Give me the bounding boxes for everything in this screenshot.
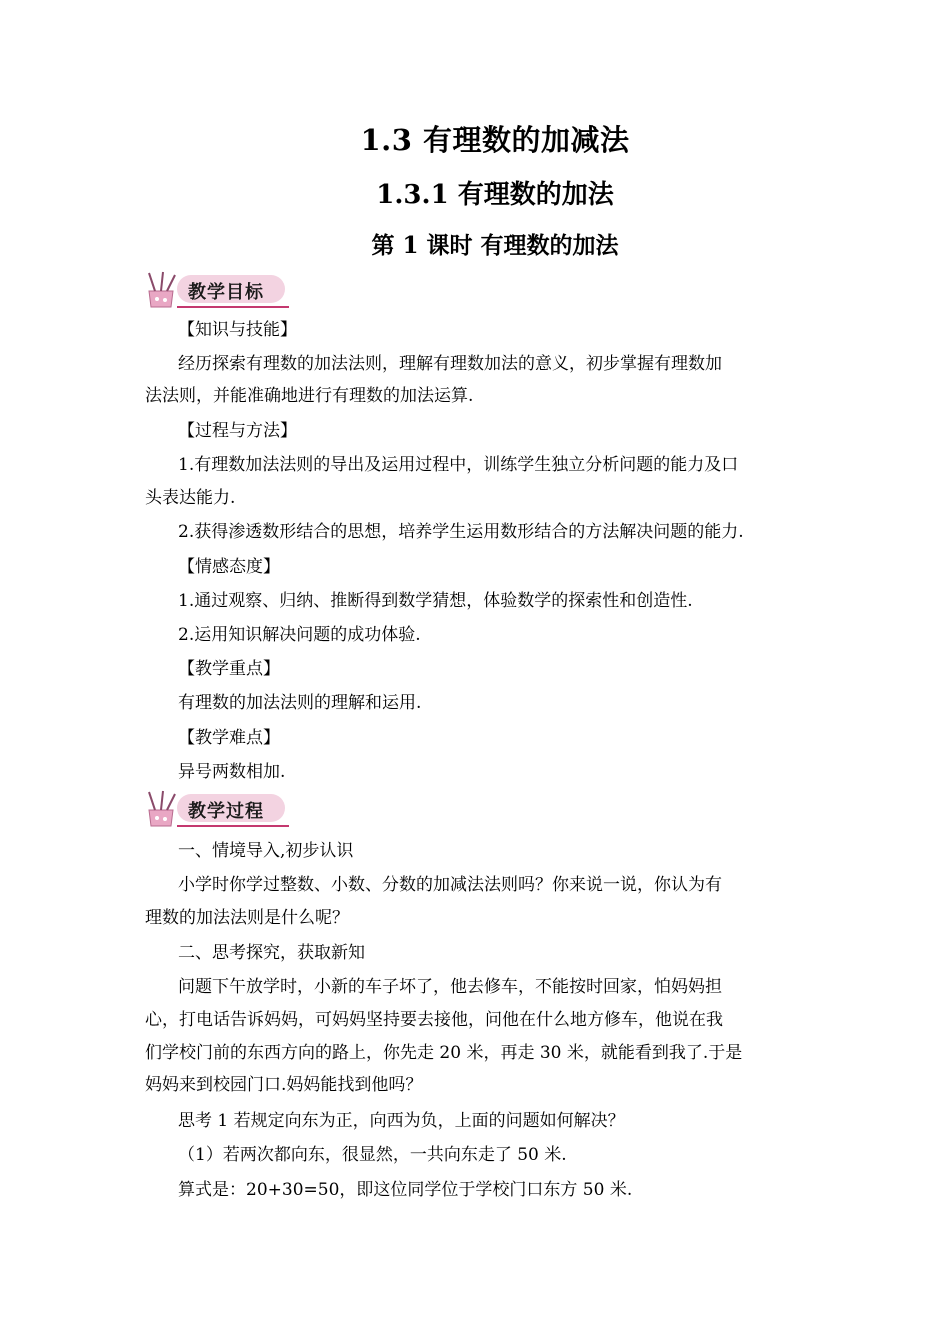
text-line: 1.有理数加法法则的导出及运用过程中，训练学生独立分析问题的能力及口 [178, 455, 739, 475]
knowledge-heading: 【知识与技能】 [178, 320, 297, 340]
lesson-title: 第 1 课时 有理数的加法 [371, 232, 619, 259]
text-line: 们学校门前的东西方向的路上，你先走 20 米，再走 30 米，就能看到我了.于是 [145, 1043, 743, 1063]
text-line: 思考 1 若规定向东为正，向西为负，上面的问题如何解决？ [178, 1111, 625, 1131]
text-line: 理数的加法法则是什么呢？ [145, 908, 349, 928]
process-badge-label: 教学过程 [188, 801, 264, 822]
section-title: 1.3 有理数的加减法 [360, 123, 630, 157]
section-heading: 二、思考探究，获取新知 [178, 943, 365, 963]
text-line: （1）若两次都向东，很显然，一共向东走了 50 米. [178, 1145, 567, 1165]
text-line: 异号两数相加. [178, 762, 286, 782]
text-line: 1.通过观察、归纳、推断得到数学猜想，体验数学的探索性和创造性. [178, 591, 693, 611]
text-line: 2.获得渗透数形结合的思想，培养学生运用数形结合的方法解决问题的能力. [178, 522, 744, 542]
text-line: 妈妈来到校园门口.妈妈能找到他吗？ [145, 1075, 423, 1095]
objectives-badge-label: 教学目标 [188, 282, 264, 303]
process-method-heading: 【过程与方法】 [178, 421, 297, 441]
difficulties-heading: 【教学难点】 [178, 728, 280, 748]
text-line: 法法则，并能准确地进行有理数的加法运算. [145, 386, 474, 406]
text-line: 有理数的加法法则的理解和运用. [178, 693, 422, 713]
process-badge [143, 788, 293, 832]
text-line: 问题下午放学时，小新的车子坏了，他去修车，不能按时回家，怕妈妈担 [178, 977, 722, 997]
text-line: 小学时你学过整数、小数、分数的加减法法则吗？你来说一说，你认为有 [178, 875, 722, 895]
text-line: 心，打电话告诉妈妈，可妈妈坚持要去接他，问他在什么地方修车，他说在我 [145, 1010, 723, 1030]
subsection-title: 1.3.1 有理数的加法 [376, 180, 614, 210]
text-line: 2.运用知识解决问题的成功体验. [178, 625, 421, 645]
key-points-heading: 【教学重点】 [178, 659, 280, 679]
section-heading: 一、情境导入,初步认识 [178, 841, 354, 861]
text-line: 经历探索有理数的加法法则，理解有理数加法的意义，初步掌握有理数加 [178, 354, 722, 374]
attitude-heading: 【情感态度】 [178, 557, 280, 577]
text-line: 算式是：20+30=50，即这位同学位于学校门口东方 50 米. [178, 1180, 633, 1200]
objectives-badge [143, 269, 293, 313]
text-line: 头表达能力. [145, 488, 236, 508]
